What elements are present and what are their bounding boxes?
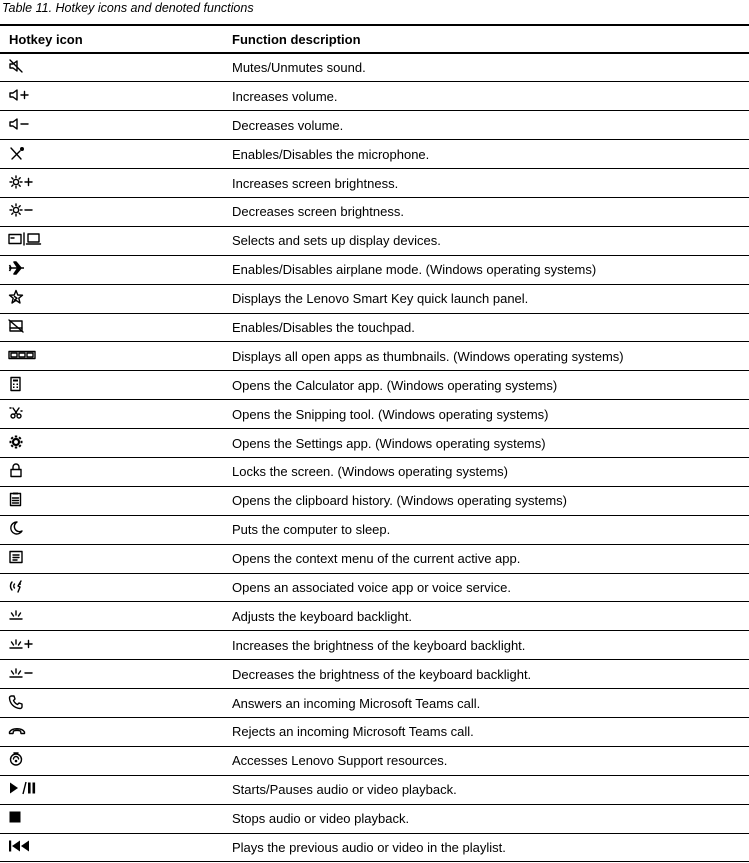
play-pause-icon — [8, 780, 36, 796]
hotkey-icon-cell — [0, 804, 223, 833]
function-description: Enables/Disables the touchpad. — [232, 319, 415, 335]
table-row — [0, 804, 749, 833]
hotkey-icon-cell — [0, 429, 223, 458]
hotkey-icon-cell — [0, 775, 223, 804]
hotkey-icon-cell — [0, 82, 223, 111]
header-function-description: Function description — [232, 31, 361, 47]
sleep-icon — [8, 520, 24, 536]
hotkey-icon-cell — [0, 342, 223, 371]
support-icon — [8, 751, 24, 767]
table-caption: Table 11. Hotkey icons and denoted functions — [2, 1, 254, 15]
calculator-icon — [8, 376, 22, 392]
function-description: Opens the Snipping tool. (Windows operating systems) — [232, 406, 549, 422]
function-description: Opens the context menu of the current active app. — [232, 551, 521, 567]
function-description: Opens the clipboard history. (Windows operating systems) — [232, 493, 568, 509]
lock-icon — [8, 462, 24, 478]
snipping-icon — [8, 405, 24, 421]
function-description: Opens an associated voice app or voice service. — [232, 579, 511, 595]
previous-track-icon — [8, 838, 32, 854]
mic-mute-icon — [8, 145, 26, 161]
hotkey-icon-cell — [0, 689, 223, 718]
function-description: Selects and sets up display devices. — [232, 233, 441, 249]
hotkey-icon-cell — [0, 515, 223, 544]
hotkey-icon-cell — [0, 169, 223, 198]
hotkey-icon-cell — [0, 833, 223, 862]
table-row — [0, 631, 749, 660]
table-row — [0, 457, 749, 486]
function-description: Displays all open apps as thumbnails. (Windows operating systems) — [232, 348, 624, 364]
kbd-backlight-down-icon — [8, 665, 34, 681]
table-row — [0, 486, 749, 515]
hotkey-icon-cell — [0, 746, 223, 775]
table-row — [0, 429, 749, 458]
hotkey-icon-cell — [0, 255, 223, 284]
function-description: Locks the screen. (Windows operating systems) — [232, 464, 508, 480]
function-description: Starts/Pauses audio or video playback. — [232, 782, 457, 798]
hotkey-icon-cell — [0, 544, 223, 573]
table-row — [0, 197, 749, 226]
function-description: Opens the Settings app. (Windows operating systems) — [232, 435, 546, 451]
touchpad-icon — [8, 318, 24, 334]
header-hotkey-icon: Hotkey icon — [9, 31, 83, 47]
reject-call-icon — [8, 722, 26, 738]
brightness-down-icon — [8, 202, 34, 218]
voice-icon — [8, 578, 24, 594]
mute-icon — [8, 58, 24, 74]
function-description: Enables/Disables airplane mode. (Windows operating systems) — [232, 262, 597, 278]
table-row — [0, 573, 749, 602]
kbd-backlight-icon — [8, 607, 24, 623]
table-row — [0, 313, 749, 342]
table-row — [0, 284, 749, 313]
table-row — [0, 111, 749, 140]
function-description: Decreases volume. — [232, 117, 344, 133]
table-row — [0, 689, 749, 718]
table-row — [0, 82, 749, 111]
hotkey-icon-cell — [0, 284, 223, 313]
function-description: Decreases screen brightness. — [232, 204, 404, 220]
function-description: Answers an incoming Microsoft Teams call. — [232, 695, 481, 711]
function-description: Adjusts the keyboard backlight. — [232, 608, 412, 624]
table-row — [0, 400, 749, 429]
table-row — [0, 515, 749, 544]
table-row — [0, 660, 749, 689]
function-description: Opens the Calculator app. (Windows operating systems) — [232, 377, 558, 393]
function-description: Displays the Lenovo Smart Key quick launch panel. — [232, 291, 529, 307]
table-row — [0, 544, 749, 573]
table-row — [0, 53, 749, 82]
hotkey-icon-cell — [0, 111, 223, 140]
hotkey-icon-cell — [0, 486, 223, 515]
hotkey-icon-cell — [0, 717, 223, 746]
answer-call-icon — [8, 694, 24, 710]
hotkey-icon-cell — [0, 197, 223, 226]
brightness-up-icon — [8, 174, 34, 190]
function-description: Rejects an incoming Microsoft Teams call. — [232, 724, 474, 740]
clipboard-icon — [8, 491, 22, 507]
function-description: Decreases the brightness of the keyboard backlight. — [232, 666, 532, 682]
kbd-backlight-up-icon — [8, 636, 34, 652]
function-description: Mutes/Unmutes sound. — [232, 60, 366, 76]
hotkey-icon-cell — [0, 602, 223, 631]
table-row — [0, 140, 749, 169]
function-description: Enables/Disables the microphone. — [232, 146, 430, 162]
hotkey-icon-cell — [0, 313, 223, 342]
function-description: Puts the computer to sleep. — [232, 522, 391, 538]
table-row — [0, 255, 749, 284]
hotkey-icon-cell — [0, 457, 223, 486]
airplane-icon — [8, 260, 26, 276]
hotkey-icon-cell — [0, 140, 223, 169]
hotkey-icon-cell — [0, 631, 223, 660]
table-header-row — [0, 25, 749, 53]
function-description: Increases screen brightness. — [232, 175, 399, 191]
task-view-icon — [8, 347, 36, 363]
hotkey-icon-cell — [0, 573, 223, 602]
table-row — [0, 226, 749, 255]
function-description: Increases the brightness of the keyboard backlight. — [232, 637, 526, 653]
table-row — [0, 169, 749, 198]
hotkey-icon-cell — [0, 371, 223, 400]
table-row — [0, 833, 749, 862]
table-row — [0, 371, 749, 400]
hotkey-icon-cell — [0, 53, 223, 82]
volume-down-icon — [8, 116, 32, 132]
hotkey-icon-cell — [0, 226, 223, 255]
table-row — [0, 775, 749, 804]
table-row — [0, 602, 749, 631]
volume-up-icon — [8, 87, 32, 103]
settings-icon — [8, 434, 24, 450]
function-description: Stops audio or video playback. — [232, 811, 410, 827]
table-row — [0, 746, 749, 775]
display-switch-icon — [8, 231, 44, 247]
hotkey-table — [0, 24, 749, 862]
table-row — [0, 717, 749, 746]
hotkey-icon-cell — [0, 660, 223, 689]
table-row — [0, 342, 749, 371]
function-description: Plays the previous audio or video in the playlist. — [232, 839, 506, 855]
smart-key-icon — [8, 289, 24, 305]
context-menu-icon — [8, 549, 24, 565]
function-description: Accesses Lenovo Support resources. — [232, 753, 448, 769]
hotkey-icon-cell — [0, 400, 223, 429]
stop-icon — [8, 809, 22, 825]
function-description: Increases volume. — [232, 88, 338, 104]
